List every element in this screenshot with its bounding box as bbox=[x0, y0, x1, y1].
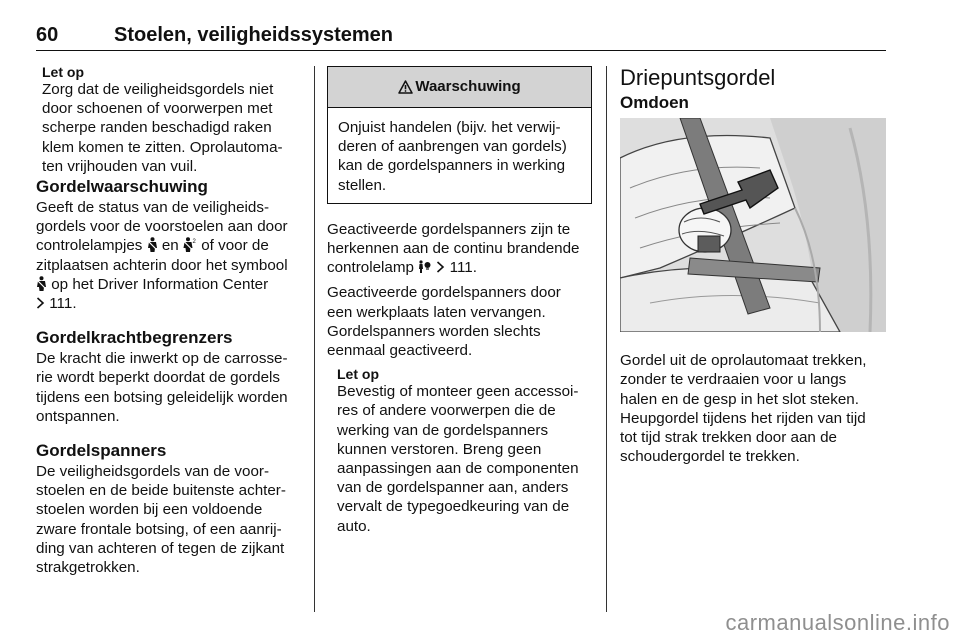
heading-gordelwaarschuwing: Gordelwaarschuwing bbox=[36, 177, 208, 197]
airbag-warning-icon bbox=[418, 260, 432, 274]
warning-line: kan de gordelspanners in werking bbox=[338, 157, 566, 175]
note-line: kunnen verstoren. Breng geen bbox=[337, 440, 542, 458]
seatbelt-illustration bbox=[620, 118, 886, 332]
note-line: van de gordelspanner aan, anders bbox=[337, 479, 569, 497]
text-fragment: op het Driver Information Center bbox=[51, 275, 269, 293]
text-fragment: controlelampjes bbox=[36, 237, 143, 255]
text-line bbox=[36, 294, 302, 313]
text-line: Geactiveerde gordelspanners zijn te bbox=[327, 220, 571, 238]
heading-gordelspanners: Gordelspanners bbox=[36, 441, 167, 461]
text-line: halen en de gesp in het slot steken. bbox=[620, 390, 859, 408]
seatbelt-rear-icon bbox=[183, 237, 197, 252]
seatbelt-icon bbox=[36, 276, 47, 291]
warning-body bbox=[328, 108, 591, 203]
text-line: stoelen worden bij een voldoende bbox=[36, 501, 263, 519]
section-title: Stoelen, veiligheidssystemen bbox=[114, 24, 393, 46]
warning-line: stellen. bbox=[338, 176, 387, 194]
text-line: De veiligheidsgordels van de voor- bbox=[36, 463, 270, 481]
page-reference-icon bbox=[436, 261, 445, 273]
page-header bbox=[36, 22, 886, 51]
text-line: schoudergordel te trekken. bbox=[620, 448, 800, 466]
heading-krachtbegrenzers: Gordelkrachtbegrenzers bbox=[36, 328, 233, 348]
warning-triangle-icon bbox=[398, 80, 413, 94]
column-2 bbox=[327, 64, 592, 536]
note-line: door schoenen of voorwerpen met bbox=[42, 100, 273, 118]
note-line: res of andere voorwerpen die de bbox=[337, 402, 556, 420]
svg-text:2: 2 bbox=[192, 239, 196, 246]
text-line: ding van achteren of tegen de zijkant bbox=[36, 539, 285, 557]
subheading-omdoen: Omdoen bbox=[620, 93, 689, 112]
watermark: carmanualsonline.info bbox=[725, 610, 950, 635]
text-line: Geactiveerde gordelspanners door bbox=[327, 284, 561, 302]
text-line: De kracht die inwerkt op de carrosse- bbox=[36, 350, 288, 368]
warning-title: Waarschuwing bbox=[415, 78, 521, 96]
note-label: Let op bbox=[42, 64, 84, 80]
note-line: ten vrijhouden van vuil. bbox=[42, 157, 198, 175]
note-block bbox=[42, 64, 302, 176]
heading-driepuntsgordel: Driepuntsgordel bbox=[620, 65, 776, 90]
column-3 bbox=[620, 64, 890, 466]
text-line: Geeft de status van de veiligheids- bbox=[36, 199, 270, 217]
warning-box bbox=[327, 66, 592, 204]
text-line: gordels voor de voorstoelen aan door bbox=[36, 218, 288, 236]
note-line: vervalt de typegoedkeuring van de bbox=[337, 498, 570, 516]
text-line: Gordel uit de oprolautomaat trekken, bbox=[620, 352, 867, 370]
text-line: strakgetrokken. bbox=[36, 559, 140, 577]
text-line: zware frontale botsing, of een aanrij- bbox=[36, 520, 282, 538]
text-line: ontspannen. bbox=[36, 407, 120, 425]
note-line: werking van de gordelspanners bbox=[337, 421, 549, 439]
text-line bbox=[36, 236, 302, 255]
text-fragment: controlelamp bbox=[327, 259, 414, 277]
text-line bbox=[36, 275, 302, 294]
text-line: Heupgordel tijdens het rijden van tijd bbox=[620, 409, 866, 427]
text-line: stoelen en de beide buitenste achter- bbox=[36, 482, 286, 500]
text-fragment: en bbox=[161, 237, 179, 255]
text-line: een werkplaats laten vervangen. bbox=[327, 303, 546, 321]
page-reference: 111. bbox=[449, 259, 477, 277]
text-line: rie wordt beperkt doordat de gordels bbox=[36, 369, 280, 387]
text-line: zonder te verdraaien voor u langs bbox=[620, 371, 847, 389]
column-divider-2 bbox=[606, 66, 607, 612]
warning-header bbox=[328, 67, 591, 108]
warning-line: Onjuist handelen (bijv. het verwij- bbox=[338, 119, 561, 136]
note-label: Let op bbox=[337, 366, 379, 383]
note-line: Bevestig of monteer geen accessoi- bbox=[337, 383, 579, 401]
text-line bbox=[327, 258, 592, 277]
note-line: auto. bbox=[337, 517, 371, 535]
warning-line: deren of aanbrengen van gordels) bbox=[338, 138, 567, 156]
text-line: tot tijd strak trekken door aan de bbox=[620, 429, 837, 447]
seatbelt-icon bbox=[147, 237, 158, 252]
text-line: Gordelspanners worden slechts bbox=[327, 322, 541, 340]
text-line: tijdens een botsing geleidelijk worden bbox=[36, 388, 288, 406]
text-line: eenmaal geactiveerd. bbox=[327, 342, 473, 360]
page-reference-icon bbox=[36, 297, 45, 309]
note-block bbox=[337, 366, 592, 536]
column-divider-1 bbox=[314, 66, 315, 612]
note-line: scherpe randen beschadigd raken bbox=[42, 119, 272, 137]
note-line: klem komen te zitten. Oprolautoma- bbox=[42, 138, 283, 156]
note-line: Zorg dat de veiligheidsgordels niet bbox=[42, 81, 274, 98]
column-1 bbox=[36, 64, 302, 577]
note-line: aanpassingen aan de componenten bbox=[337, 460, 579, 478]
text-fragment: of voor de bbox=[201, 237, 269, 255]
text-line: herkennen aan de continu brandende bbox=[327, 240, 580, 258]
page-number: 60 bbox=[36, 24, 59, 46]
page-reference: 111. bbox=[49, 295, 77, 313]
text-line: zitplaatsen achterin door het symbool bbox=[36, 256, 288, 274]
